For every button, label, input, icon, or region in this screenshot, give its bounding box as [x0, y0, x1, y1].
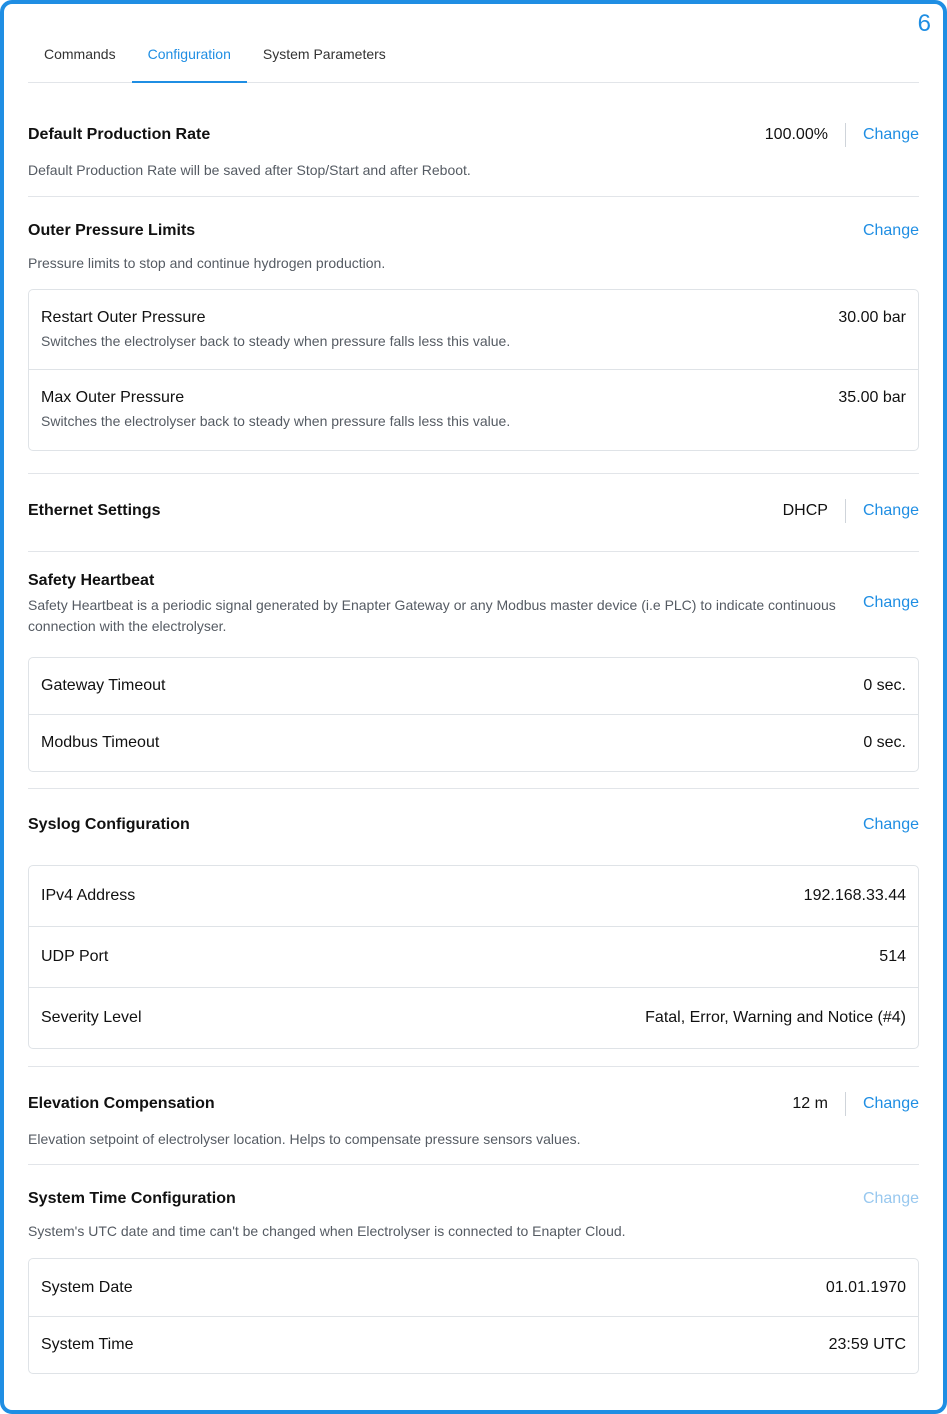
divider — [845, 1092, 846, 1116]
frame-badge: 6 — [917, 10, 931, 37]
elevation-section — [28, 1067, 919, 1165]
restart-outer-pressure-hint: Switches the electrolyser back to steady when pressure falls less this value. — [41, 333, 511, 349]
production-rate-section — [28, 83, 919, 197]
outer-pressure-change-button[interactable]: Change — [862, 222, 919, 239]
system-date-value: 01.01.1970 — [825, 1278, 906, 1296]
elevation-description: Elevation setpoint of electrolyser location. Helps to compensate pressure sensors values. — [28, 1131, 581, 1147]
ethernet-change-button[interactable]: Change — [862, 502, 919, 519]
production-rate-title: Default Production Rate — [28, 126, 211, 143]
ethernet-section — [28, 474, 919, 552]
system-time-change-button[interactable]: Change — [862, 1190, 919, 1207]
elevation-value: 12 m — [792, 1095, 828, 1112]
system-time-description: System's UTC date and time can't be changed when Electrolyser is connected to Enapter Cloud. — [28, 1223, 626, 1239]
divider — [845, 499, 846, 523]
gateway-timeout-label: Gateway Timeout — [41, 677, 166, 694]
modbus-timeout-row — [29, 715, 918, 771]
tab-configuration[interactable]: Configuration — [132, 30, 247, 83]
system-date-label: System Date — [41, 1278, 133, 1296]
gateway-timeout-row — [29, 658, 918, 715]
production-rate-description: Default Production Rate will be saved after Stop/Start and after Reboot. — [28, 162, 471, 178]
syslog-section — [28, 789, 919, 1067]
max-outer-pressure-value: 35.00 bar — [838, 389, 906, 406]
restart-outer-pressure-label: Restart Outer Pressure — [41, 309, 206, 326]
modbus-timeout-label: Modbus Timeout — [41, 734, 160, 751]
ipv4-address-label: IPv4 Address — [41, 887, 136, 904]
max-outer-pressure-row — [29, 370, 918, 450]
gateway-timeout-value: 0 sec. — [863, 677, 906, 694]
safety-heartbeat-description: Safety Heartbeat is a periodic signal generated by Enapter Gateway or any Modbus master device (i.e PLC) to indicate continuous connection with the electrolyser. — [28, 597, 836, 634]
safety-heartbeat-title: Safety Heartbeat — [28, 572, 155, 589]
system-time-section — [28, 1165, 919, 1374]
severity-level-label: Severity Level — [41, 1009, 142, 1026]
ipv4-address-row — [29, 866, 918, 927]
ethernet-value: DHCP — [782, 502, 828, 519]
tab-commands[interactable]: Commands — [44, 46, 116, 62]
production-rate-value: 100.00% — [764, 126, 828, 143]
safety-heartbeat-section — [28, 552, 919, 789]
tab-bar — [28, 30, 919, 83]
tab-system-parameters[interactable]: System Parameters — [262, 46, 386, 62]
udp-port-value: 514 — [879, 948, 906, 965]
system-time-value: 23:59 UTC — [828, 1336, 906, 1353]
syslog-title: Syslog Configuration — [28, 816, 190, 833]
udp-port-label: UDP Port — [41, 948, 109, 965]
divider — [845, 123, 846, 147]
outer-pressure-section — [28, 197, 919, 474]
system-time-title: System Time Configuration — [28, 1190, 236, 1207]
ethernet-title: Ethernet Settings — [28, 502, 161, 519]
elevation-change-button[interactable]: Change — [862, 1095, 919, 1112]
ipv4-address-value: 192.168.33.44 — [803, 887, 906, 904]
udp-port-row — [29, 927, 918, 988]
elevation-title: Elevation Compensation — [28, 1095, 215, 1112]
syslog-change-button[interactable]: Change — [862, 816, 919, 833]
production-rate-change-button[interactable]: Change — [862, 126, 919, 143]
system-time-card — [28, 1258, 919, 1374]
system-time-row — [29, 1317, 918, 1373]
outer-pressure-description: Pressure limits to stop and continue hydrogen production. — [28, 255, 386, 271]
safety-heartbeat-card — [28, 657, 919, 772]
system-time-label: System Time — [41, 1336, 134, 1353]
severity-level-row — [29, 988, 918, 1048]
safety-heartbeat-change-button[interactable]: Change — [862, 594, 919, 611]
outer-pressure-card — [28, 289, 919, 451]
restart-outer-pressure-value: 30.00 bar — [838, 309, 906, 326]
max-outer-pressure-label: Max Outer Pressure — [41, 389, 185, 406]
configuration-panel — [28, 30, 919, 1374]
modbus-timeout-value: 0 sec. — [863, 734, 906, 751]
severity-level-value: Fatal, Error, Warning and Notice (#4) — [645, 1009, 906, 1026]
syslog-card — [28, 865, 919, 1049]
max-outer-pressure-hint: Switches the electrolyser back to steady when pressure falls less this value. — [41, 413, 511, 429]
outer-pressure-title: Outer Pressure Limits — [28, 222, 196, 239]
restart-outer-pressure-row — [29, 290, 918, 370]
system-date-row — [29, 1259, 918, 1317]
